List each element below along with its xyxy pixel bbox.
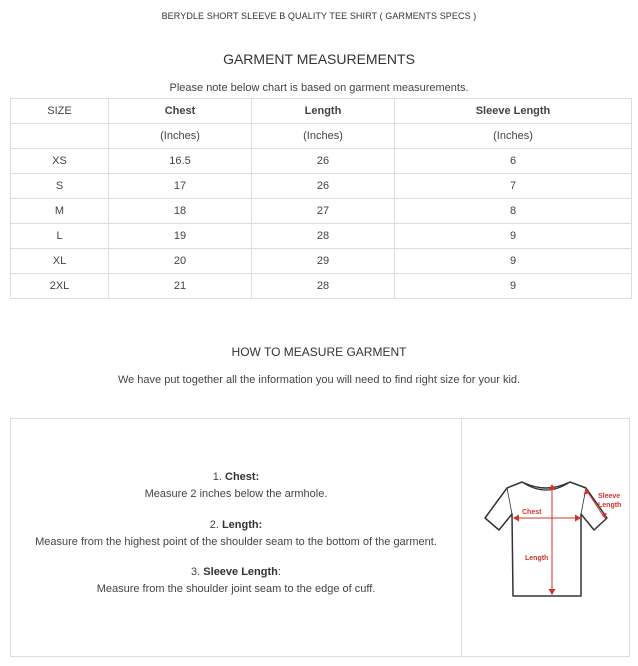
cell-chest: 20 (109, 249, 252, 274)
table-row (11, 249, 632, 274)
cell-chest: 16.5 (109, 149, 252, 174)
cell-length: 28 (252, 224, 395, 249)
step-length (11, 517, 461, 551)
diagram-panel (462, 419, 629, 656)
cell-chest: 18 (109, 199, 252, 224)
step-label: Length (221, 519, 259, 531)
sleeve-label-line2: Length (598, 502, 622, 509)
cell-size: XS (11, 149, 109, 174)
cell-length: 28 (252, 274, 395, 299)
tshirt-outline (485, 482, 607, 596)
step-heading (11, 564, 461, 581)
cell-sleeve: 8 (395, 199, 632, 224)
cell-chest: 21 (109, 274, 252, 299)
table-header-row (11, 99, 632, 124)
unit-length: (Inches) (252, 124, 395, 149)
header-sleeve-length: Sleeve Length (395, 99, 632, 124)
instructions-panel (11, 419, 462, 656)
unit-sleeve-length: (Inches) (395, 124, 632, 149)
step-suffix: : (277, 566, 281, 578)
step-suffix: : (255, 471, 260, 483)
header-chest: Chest (109, 99, 252, 124)
length-label: Length (525, 555, 549, 562)
step-label: Sleeve Length (203, 566, 278, 578)
cell-sleeve: 9 (395, 249, 632, 274)
step-description: Measure from the highest point of the shoulder seam to the bottom of the garment. (35, 536, 437, 548)
size-chart-table (10, 98, 632, 299)
step-sleeve-length (11, 564, 461, 598)
how-to-measure-title: HOW TO MEASURE GARMENT (231, 345, 407, 359)
unit-chest: (Inches) (109, 124, 252, 149)
cell-sleeve: 9 (395, 224, 632, 249)
cell-length: 29 (252, 249, 395, 274)
table-row (11, 174, 632, 199)
tshirt-diagram-icon (482, 474, 622, 604)
table-row (11, 224, 632, 249)
cell-size: S (11, 174, 109, 199)
cell-sleeve: 9 (395, 274, 632, 299)
table-units-row (11, 124, 632, 149)
step-heading (11, 517, 461, 534)
cell-length: 26 (252, 149, 395, 174)
cell-size: 2XL (11, 274, 109, 299)
chest-label: Chest (522, 509, 542, 516)
cell-sleeve: 6 (395, 149, 632, 174)
step-description: Measure from the shoulder joint seam to the edge of cuff. (96, 583, 376, 595)
step-number: 2. (209, 519, 219, 531)
cell-length: 26 (252, 174, 395, 199)
step-number: 3. (191, 566, 201, 578)
step-chest (11, 469, 461, 503)
header-length: Length (252, 99, 395, 124)
step-number: 1. (212, 471, 222, 483)
step-suffix: : (258, 519, 263, 531)
table-row (11, 199, 632, 224)
table-row (11, 274, 632, 299)
cell-chest: 17 (109, 174, 252, 199)
step-label: Chest (225, 471, 256, 483)
step-heading (11, 469, 461, 486)
cell-size: XL (11, 249, 109, 274)
how-to-measure-intro: We have put together all the information you will need to find right size for your kid. (117, 374, 521, 386)
section-title: GARMENT MEASUREMENTS (223, 51, 415, 67)
cell-size: L (11, 224, 109, 249)
table-row (11, 149, 632, 174)
header-size: SIZE (11, 99, 109, 124)
chart-note: Please note below chart is based on garment measurements. (169, 82, 469, 94)
measure-instructions-box (10, 418, 630, 657)
cell-length: 27 (252, 199, 395, 224)
cell-size: M (11, 199, 109, 224)
unit-size (11, 124, 109, 149)
sleeve-label-line1: Sleeve (598, 493, 621, 500)
step-description: Measure 2 inches below the armhole. (144, 488, 328, 500)
document-title: BERYDLE SHORT SLEEVE B QUALITY TEE SHIRT ( GARMENTS SPECS ) (161, 11, 477, 21)
cell-chest: 19 (109, 224, 252, 249)
cell-sleeve: 7 (395, 174, 632, 199)
